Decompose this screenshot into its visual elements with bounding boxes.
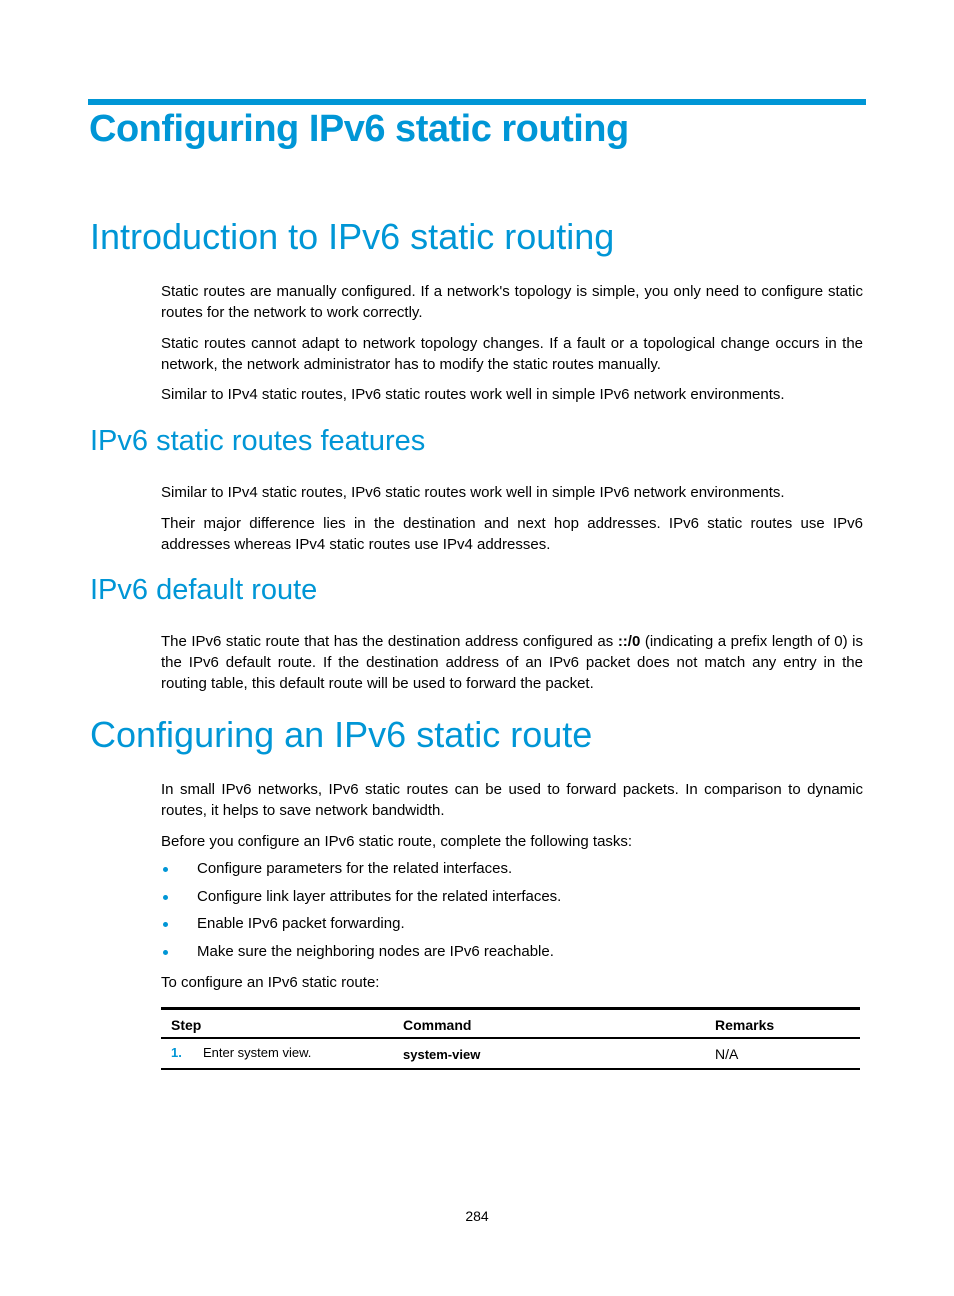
row-step-text: Enter system view. bbox=[203, 1045, 312, 1060]
features-paragraph-1: Similar to IPv4 static routes, IPv6 static routes work well in simple IPv6 network environments. bbox=[161, 484, 785, 501]
bullet-icon bbox=[163, 867, 168, 872]
list-item-text: Configure parameters for the related interfaces. bbox=[197, 860, 513, 877]
intro-paragraph-1: Static routes are manually configured. If a network's topology is simple, you only need to configure static routes for the network to work correctly. bbox=[161, 283, 863, 321]
header-remarks: Remarks bbox=[715, 1017, 775, 1033]
page-number: 284 bbox=[465, 1208, 489, 1224]
section-heading-configuring: Configuring an IPv6 static route bbox=[90, 714, 593, 755]
list-item bbox=[161, 858, 863, 886]
header-step: Step bbox=[171, 1017, 202, 1033]
header-command: Command bbox=[403, 1017, 472, 1033]
prerequisite-list bbox=[161, 858, 863, 968]
intro-paragraph-2: Static routes cannot adapt to network topology changes. If a fault or a topological change occurs in the network, the network administrator has to modify the static routes manually. bbox=[161, 335, 863, 373]
features-paragraph-2: Their major difference lies in the destination and next hop addresses. IPv6 static routes use IPv6 addresses whereas IPv4 static routes use IPv4 addresses. bbox=[161, 515, 863, 553]
list-item bbox=[161, 941, 863, 969]
default-route-code: ::/0 bbox=[617, 633, 641, 650]
chapter-rule bbox=[88, 99, 866, 105]
subsection-heading-features: IPv6 static routes features bbox=[90, 425, 426, 457]
bullet-icon bbox=[163, 950, 168, 955]
default-route-paragraph bbox=[161, 631, 863, 694]
intro-paragraph-3: Similar to IPv4 static routes, IPv6 static routes work well in simple IPv6 network environments. bbox=[161, 386, 785, 403]
list-item-text: Enable IPv6 packet forwarding. bbox=[197, 915, 405, 932]
bullet-icon bbox=[163, 895, 168, 900]
list-item-text: Configure link layer attributes for the related interfaces. bbox=[197, 887, 562, 905]
subsection-heading-default-route: IPv6 default route bbox=[90, 574, 318, 606]
configuring-paragraph-1: In small IPv6 networks, IPv6 static routes can be used to forward packets. In comparison to dynamic routes, it helps to save network bandwidth. bbox=[161, 781, 863, 819]
row-step-number: 1. bbox=[171, 1045, 182, 1060]
default-route-text-before: The IPv6 static route that has the destination address configured as bbox=[161, 633, 618, 650]
list-item-text: Make sure the neighboring nodes are IPv6 reachable. bbox=[197, 942, 554, 960]
default-route-text-after: (indicating a prefix length of 0) is the IPv6 default route. If the destination address of an IPv6 packet does not match any entry in the routing table, this default route will be used to forward the packet. bbox=[161, 633, 863, 692]
row-command: system-view bbox=[403, 1047, 481, 1062]
row-remarks: N/A bbox=[715, 1046, 739, 1062]
bullet-icon bbox=[163, 922, 168, 927]
table-rule-top bbox=[161, 1007, 860, 1010]
configuring-paragraph-2: Before you configure an IPv6 static route, complete the following tasks: bbox=[161, 833, 633, 850]
section-heading-intro: Introduction to IPv6 static routing bbox=[90, 216, 615, 257]
list-item bbox=[161, 886, 863, 914]
list-item bbox=[161, 913, 863, 941]
chapter-title: Configuring IPv6 static routing bbox=[89, 108, 629, 150]
table-intro: To configure an IPv6 static route: bbox=[161, 974, 380, 991]
table-rule-bottom bbox=[161, 1068, 860, 1070]
table-rule-header bbox=[161, 1037, 860, 1039]
